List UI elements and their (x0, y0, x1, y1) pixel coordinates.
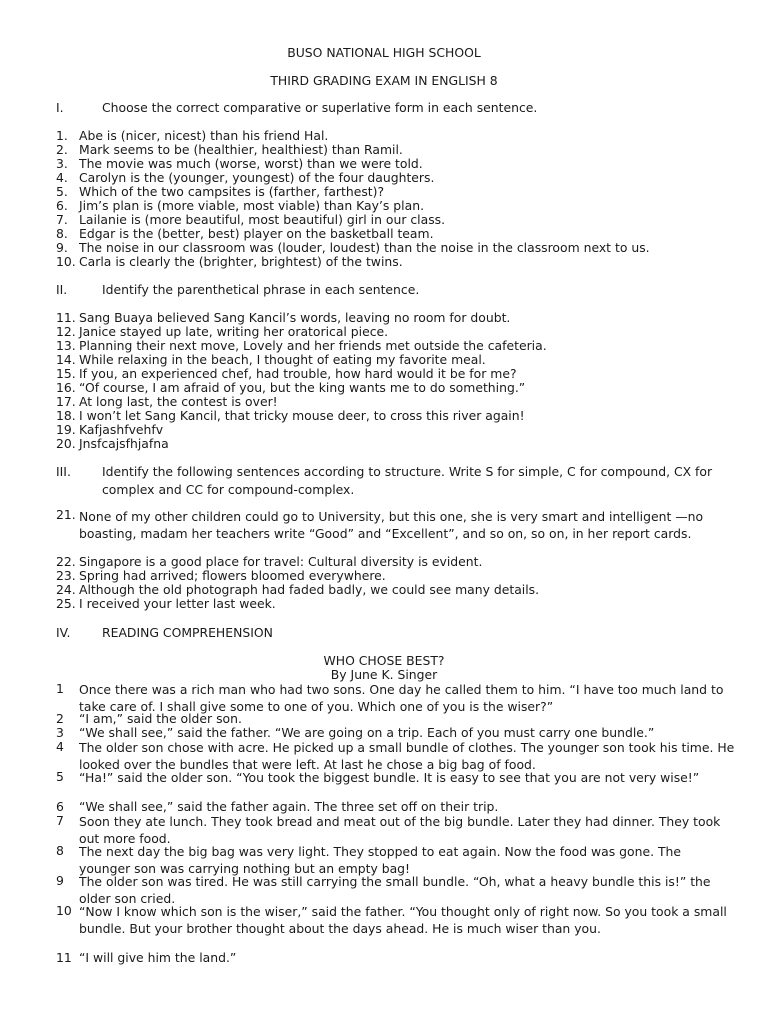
paragraph-number: 2 (56, 711, 64, 726)
question-item (56, 409, 746, 423)
exam-title: THIRD GRADING EXAM IN ENGLISH 8 (270, 73, 498, 88)
question-number: 8. (56, 226, 68, 241)
story-paragraph (56, 814, 736, 844)
question-item (56, 353, 746, 367)
paragraph-number: 10 (56, 903, 72, 918)
question-item (56, 143, 746, 157)
question-item (56, 395, 746, 409)
question-number: 7. (56, 212, 68, 227)
story-paragraphs (56, 682, 736, 965)
question-text: Although the old photograph had faded badly, we could see many details. (79, 582, 540, 597)
section-1-number: I. (56, 100, 64, 115)
question-text: If you, an experienced chef, had trouble, how hard would it be for me? (79, 366, 517, 381)
paragraph-number: 3 (56, 725, 64, 740)
question-text: Janice stayed up late, writing her oratorical piece. (79, 324, 389, 339)
question-number: 22. (56, 554, 76, 569)
paragraph-number: 9 (56, 873, 64, 888)
question-item (56, 597, 746, 611)
question-item (56, 555, 746, 569)
question-text: Planning their next move, Lovely and her friends met outside the cafeteria. (79, 338, 547, 353)
paragraph-text: “Ha!” said the older son. “You took the biggest bundle. It is easy to see that you are not very wise!” (79, 770, 700, 785)
question-text: Carolyn is the (younger, youngest) of the four daughters. (79, 170, 435, 185)
question-item (56, 199, 746, 213)
story-paragraph (56, 682, 736, 712)
section-4-number: IV. (56, 625, 71, 640)
question-number: 4. (56, 170, 68, 185)
story-paragraph (56, 740, 736, 770)
story-title: WHO CHOSE BEST? (323, 653, 445, 668)
paragraph-text: The older son was tired. He was still carrying the small bundle. “Oh, what a heavy bundle this is!” the older son cried. (79, 874, 711, 906)
paragraph-text: “We shall see,” said the father. “We are going on a trip. Each of you must carry one bundle.” (79, 725, 655, 740)
paragraph-number: 5 (56, 769, 64, 784)
question-number: 13. (56, 338, 76, 353)
question-number: 17. (56, 394, 76, 409)
question-item (56, 255, 746, 269)
section-3-list (56, 508, 746, 611)
question-text: Jnsfcajsfhjafna (79, 436, 169, 451)
question-item (56, 241, 746, 255)
paragraph-number: 11 (56, 950, 72, 965)
story-paragraph (56, 800, 736, 814)
question-number: 10. (56, 254, 76, 269)
story-paragraph (56, 712, 736, 726)
paragraph-text: Once there was a rich man who had two sons. One day he called them to him. “I have too much land to take care of. I shall give some to one of you. Which one of you is the wiser?” (79, 682, 724, 714)
question-text: Jim’s plan is (more viable, most viable) than Kay’s plan. (79, 198, 425, 213)
paragraph-text: “I will give him the land.” (79, 950, 237, 965)
question-text: At long last, the contest is over! (79, 394, 278, 409)
story-paragraph (56, 951, 736, 965)
question-number: 1. (56, 128, 68, 143)
story-author: By June K. Singer (330, 667, 438, 682)
question-text: Lailanie is (more beautiful, most beautiful) girl in our class. (79, 212, 446, 227)
question-text: Which of the two campsites is (farther, farthest)? (79, 184, 385, 199)
question-item (56, 129, 746, 143)
question-item (56, 583, 746, 597)
question-number: 24. (56, 582, 76, 597)
section-2-number: II. (56, 282, 68, 297)
question-number: 19. (56, 422, 76, 437)
question-item (56, 157, 746, 171)
paragraph-text: “Now I know which son is the wiser,” said the father. “You thought only of right now. So you took a small bundle. But your brother thought about the days ahead. He is much wiser than you. (79, 904, 727, 936)
question-text: Mark seems to be (healthier, healthiest) than Ramil. (79, 142, 403, 157)
question-item (56, 185, 746, 199)
question-number: 14. (56, 352, 76, 367)
question-number: 5. (56, 184, 68, 199)
story-paragraph (56, 726, 736, 740)
story-paragraph (56, 904, 736, 951)
paragraph-number: 4 (56, 739, 64, 754)
question-number: 21. (56, 507, 76, 522)
question-text: While relaxing in the beach, I thought of eating my favorite meal. (79, 352, 486, 367)
question-text: I won’t let Sang Kancil, that tricky mouse deer, to cross this river again! (79, 408, 525, 423)
question-item (56, 311, 746, 325)
question-item (56, 339, 746, 353)
question-text: The movie was much (worse, worst) than we were told. (79, 156, 423, 171)
paragraph-text: The next day the big bag was very light. They stopped to eat again. Now the food was gone. The younger son was carrying nothing but an empty bag! (79, 844, 681, 876)
question-text: Kafjashfvehfv (79, 422, 164, 437)
section-2-instruction: Identify the parenthetical phrase in each sentence. (102, 282, 420, 297)
section-1-instruction: Choose the correct comparative or superlative form in each sentence. (102, 100, 538, 115)
question-item (56, 325, 746, 339)
question-item (56, 569, 746, 583)
paragraph-text: “We shall see,” said the father again. The three set off on their trip. (79, 799, 499, 814)
question-text: Singapore is a good place for travel: Cultural diversity is evident. (79, 554, 483, 569)
question-number: 25. (56, 596, 76, 611)
question-number: 6. (56, 198, 68, 213)
section-1-list (56, 129, 746, 269)
question-text: None of my other children could go to University, but this one, she is very smart and intelligent —no boasting, madam her teachers write “Good” and “Excellent”, and so on, so on, in her report cards. (79, 509, 704, 541)
question-number: 9. (56, 240, 68, 255)
question-number: 12. (56, 324, 76, 339)
question-item (56, 508, 746, 555)
question-text: Edgar is the (better, best) player on the basketball team. (79, 226, 434, 241)
section-3-instruction: Identify the following sentences according to structure. Write S for simple, C for compound, CX for complex and CC for compound-complex. (102, 464, 713, 497)
question-item (56, 423, 746, 437)
paragraph-number: 1 (56, 681, 64, 696)
section-3-number: III. (56, 464, 71, 479)
question-text: Carla is clearly the (brighter, brightest) of the twins. (79, 254, 403, 269)
section-4-instruction: READING COMPREHENSION (102, 625, 273, 640)
question-text: I received your letter last week. (79, 596, 276, 611)
paragraph-number: 6 (56, 799, 64, 814)
question-item (56, 437, 746, 451)
question-text: “Of course, I am afraid of you, but the king wants me to do something.” (79, 380, 526, 395)
paragraph-text: The older son chose with acre. He picked up a small bundle of clothes. The younger son took his time. He looked over the bundles that were left. At last he chose a big bag of food. (79, 740, 735, 772)
question-number: 15. (56, 366, 76, 381)
question-text: Sang Buaya believed Sang Kancil’s words, leaving no room for doubt. (79, 310, 511, 325)
story-paragraph (56, 770, 736, 800)
question-item (56, 381, 746, 395)
question-number: 3. (56, 156, 68, 171)
section-2-list (56, 311, 746, 451)
paragraph-number: 8 (56, 843, 64, 858)
question-number: 2. (56, 142, 68, 157)
question-number: 23. (56, 568, 76, 583)
question-number: 16. (56, 380, 76, 395)
school-name: BUSO NATIONAL HIGH SCHOOL (287, 45, 481, 60)
paragraph-number: 7 (56, 813, 64, 828)
question-number: 20. (56, 436, 76, 451)
story-paragraph (56, 874, 736, 904)
question-text: The noise in our classroom was (louder, loudest) than the noise in the classroom next to us. (79, 240, 650, 255)
question-text: Spring had arrived; flowers bloomed everywhere. (79, 568, 386, 583)
paragraph-text: Soon they ate lunch. They took bread and meat out of the big bundle. Later they had dinner. They took out more food. (79, 814, 721, 846)
question-number: 18. (56, 408, 76, 423)
question-item (56, 367, 746, 381)
question-text: Abe is (nicer, nicest) than his friend Hal. (79, 128, 329, 143)
story-paragraph (56, 844, 736, 874)
paragraph-text: “I am,” said the older son. (79, 711, 242, 726)
question-number: 11. (56, 310, 76, 325)
question-item (56, 171, 746, 185)
question-item (56, 213, 746, 227)
question-item (56, 227, 746, 241)
